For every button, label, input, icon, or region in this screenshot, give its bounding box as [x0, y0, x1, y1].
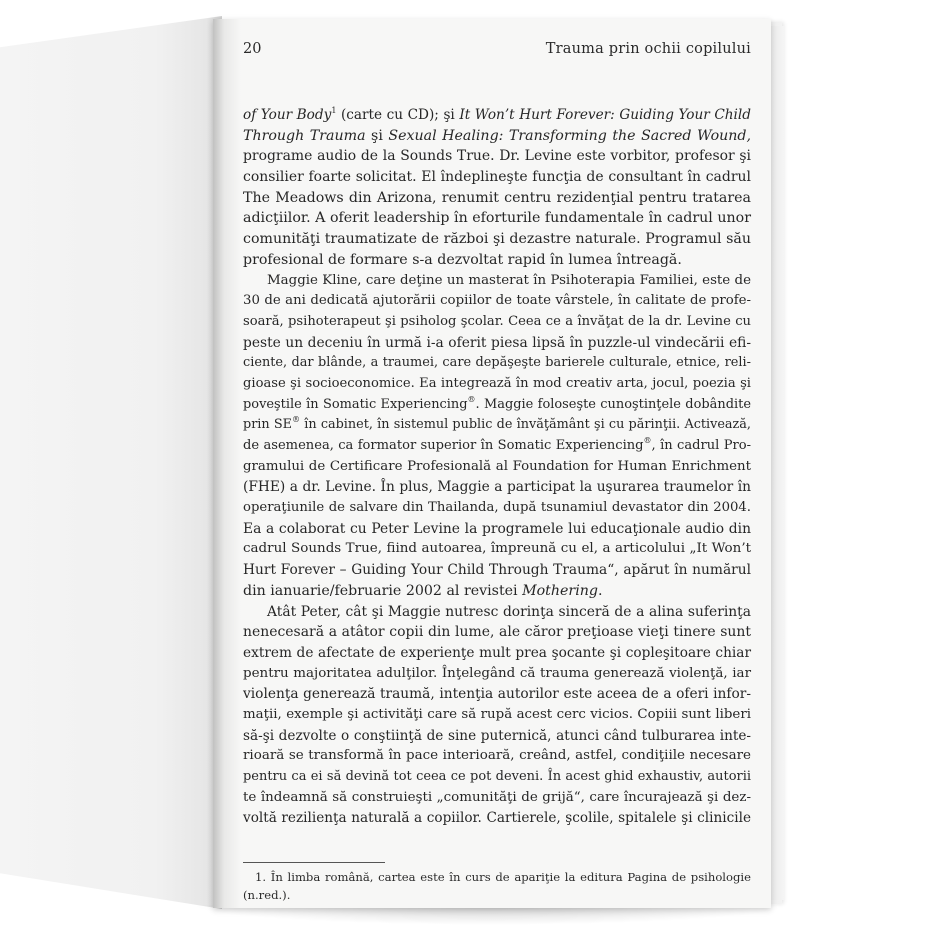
text-line: poveştile în Somatic Experiencing®. Maggie foloseşte cunoştinţele dobândite: [243, 394, 751, 412]
text-line: operaţiunile de salvare din Thailanda, după tsunamiul devastator din 2004.: [243, 500, 751, 516]
text-line: voltă rezilienţa naturală a copiilor. Cartierele, şcolile, spitalele şi clinicile: [243, 810, 751, 827]
text-line: Ea a colaborat cu Peter Levine la programele lui educaţionale audio din: [243, 520, 751, 537]
text-line: 30 de ani dedicată ajutorării copiilor de toate vârstele, în calitate de profe-: [243, 293, 751, 309]
body-text: [243, 105, 751, 829]
footnote: [243, 868, 751, 904]
gutter-shadow: [213, 19, 241, 908]
text-line: prin SE® în cabinet, în sistemul public de învăţământ şi cu părinţii. Activează,: [243, 415, 751, 433]
text-line: programe audio de la Sounds True. Dr. Levine este vorbitor, profesor şi: [243, 148, 751, 165]
text-line: pentru ca ei să devină tot ceea ce pot deveni. În acest ghid exhaustiv, autorii: [243, 769, 751, 784]
text-line: Atât Peter, cât şi Maggie nutresc dorinţa sinceră de a alina suferinţa: [267, 603, 751, 620]
text-line: soară, psihoterapeut şi psiholog şcolar. Ceea ce a învăţat de la dr. Levine cu: [243, 313, 751, 329]
text-line: să-şi dezvolte o conştiinţă de sine puternică, atunci când tulburarea inte-: [243, 727, 751, 744]
footnote-line: (n.red.).: [243, 888, 291, 902]
text-line: adicţiilor. A oferit leadership în eforturile fundamentale în cadrul unor: [243, 210, 751, 227]
running-title: Trauma prin ochii copilului: [545, 41, 751, 57]
footnote-marker: 1: [331, 106, 337, 115]
text-line: maţii, exemple şi activităţi care să rupă acest cerc vicios. Copiii sunt liberi: [243, 706, 751, 722]
text-line: peste un deceniu în urmă i-a oferit piesa lipsă în puzzle-ul vindecării efi-: [243, 334, 751, 351]
registered-mark: ®: [467, 394, 476, 404]
text-line: pentru majoritatea adulţilor. Înţelegând că trauma generează violenţă, iar: [243, 665, 751, 681]
text-line: te îndeamnă să construieşti „comunităţi de grijă“, care încurajează şi dez-: [243, 789, 751, 805]
text-line: nenecesară a atâtor copii din lume, ale căror preţioase vieţi tinere sunt: [243, 624, 751, 641]
text-line: comunităţi traumatizate de război şi dezastre naturale. Programul său: [243, 231, 751, 248]
running-head: [243, 41, 751, 63]
text-line: gramului de Certificare Profesională al Foundation for Human Enrichment: [243, 458, 751, 474]
footnote-rule: [243, 862, 385, 863]
text-line: violenţa generează traumă, intenţia autorilor este aceea de a oferi infor-: [243, 686, 751, 703]
text-line: extrem de afectate de experienţe mult prea şocante şi copleşitoare chiar: [243, 644, 751, 661]
book-page: [213, 19, 771, 908]
text-line: din ianuarie/februarie 2002 al revistei Mothering.: [243, 582, 603, 599]
text-line: Maggie Kline, care deţine un masterat în Psihoterapia Familiei, este de: [267, 272, 751, 288]
text-line: (FHE) a dr. Levine. În plus, Maggie a participat la uşurarea traumelor în: [243, 479, 751, 496]
footnote-line: 1. În limba română, cartea este în curs de apariţie la editura Pagina de psihologie: [255, 870, 751, 884]
text-line: consilier foarte solicitat. El îndeplineşte funcţia de consultant în cadrul: [243, 169, 751, 186]
page-stack-edge-inner: [770, 26, 784, 900]
text-line: de asemenea, ca formator superior în Somatic Experiencing®, în cadrul Pro-: [243, 436, 751, 453]
text-line: Through Trauma şi Sexual Healing: Transforming the Sacred Wound,: [243, 127, 751, 144]
text-line: ciente, dar blânde, a traumei, care depăşeşte barierele culturale, etnice, reli-: [243, 355, 751, 371]
text-line: gioase şi socioeconomice. Ea integrează în mod creativ arta, jocul, poezia şi: [243, 375, 751, 391]
text-line: of Your Body$^1$ (carte cu CD); şi It Won’t Hurt Forever: Guiding Your Child: [243, 106, 751, 123]
text-line: cadrul Sounds True, fiind autoarea, împreună cu el, a articolului „It Won’t: [243, 541, 751, 557]
page-number: 20: [243, 41, 262, 57]
registered-mark: ®: [643, 436, 652, 445]
text-line: The Meadows din Arizona, renumit centru rezidenţial pentru tratarea: [243, 189, 751, 206]
left-facing-page: [0, 16, 222, 909]
book-shadow: [190, 905, 790, 925]
text-line: profesional de formare s-a dezvoltat rapid în lumea întreagă.: [243, 251, 682, 268]
text-line: Hurt Forever – Guiding Your Child Through Trauma“, apărut în numărul: [243, 562, 751, 579]
text-line: rioară se transformă în pace interioară, creând, astfel, condiţiile necesare: [243, 748, 751, 764]
registered-mark: ®: [292, 415, 300, 425]
